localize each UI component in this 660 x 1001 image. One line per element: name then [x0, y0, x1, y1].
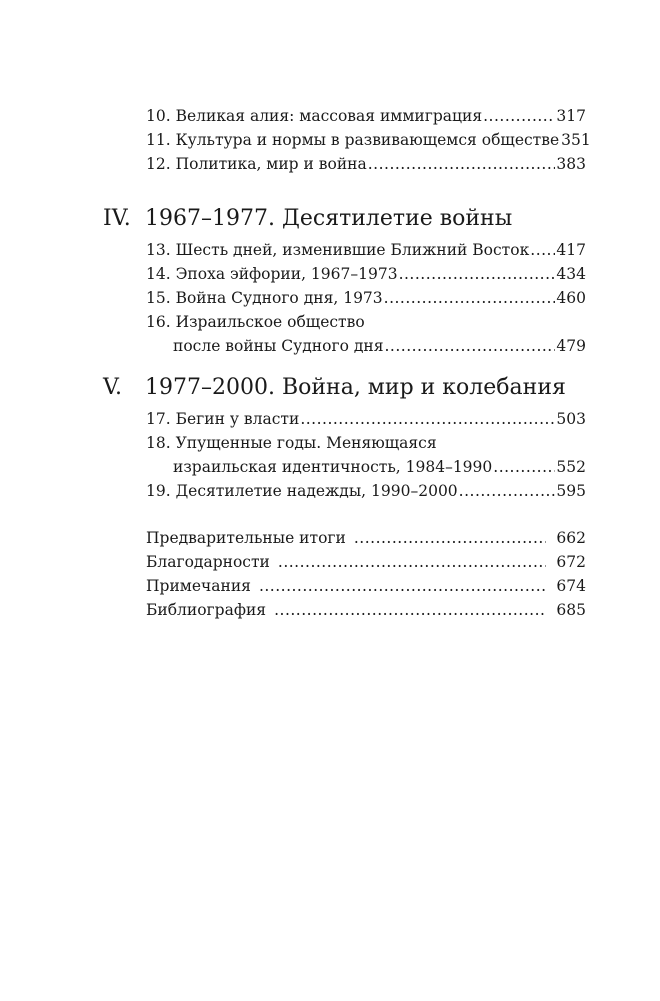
entry-title: 13. Шесть дней, изменившие Ближний Восток	[146, 241, 530, 259]
dot-leader	[368, 152, 556, 176]
entry-page-number: 662	[556, 529, 586, 547]
toc-entry-ch17[interactable]	[146, 407, 586, 431]
toc-entry-ch19[interactable]	[146, 479, 586, 503]
toc-entry-ch13[interactable]	[146, 238, 586, 262]
dot-leader	[493, 455, 555, 479]
entry-page-number: 417	[556, 241, 586, 259]
toc-entry-ch16[interactable]	[146, 310, 586, 358]
dot-leader	[530, 238, 555, 262]
entry-page-number: 317	[556, 107, 586, 125]
dot-leader	[300, 407, 555, 431]
entry-title: 10. Великая алия: массовая иммиграция	[146, 107, 483, 125]
toc-entry-ch12[interactable]	[146, 152, 586, 176]
entry-page-number: 479	[556, 337, 586, 355]
dot-leader	[278, 550, 547, 574]
entry-page-number: 552	[556, 458, 586, 476]
toc-entry-bibliography[interactable]	[146, 598, 586, 622]
part5-heading[interactable]	[103, 373, 566, 403]
part4-chapter-list	[146, 238, 586, 358]
dot-leader	[399, 262, 556, 286]
toc-entry-acknowledgements[interactable]	[146, 550, 586, 574]
dot-leader	[274, 598, 546, 622]
entry-title-line2: израильская идентичность, 1984–1990	[173, 458, 493, 476]
entry-title: Библиография	[146, 601, 267, 619]
part5-chapter-list	[146, 407, 586, 503]
toc-entry-conclusions[interactable]	[146, 526, 586, 550]
dot-leader	[259, 574, 546, 598]
entry-title: 15. Война Судного дня, 1973	[146, 289, 383, 307]
toc-entry-ch14[interactable]	[146, 262, 586, 286]
entry-page-number: 383	[556, 155, 586, 173]
toc-entry-ch10[interactable]	[146, 104, 586, 128]
part4-heading[interactable]	[103, 204, 512, 234]
entry-title: 12. Политика, мир и война	[146, 155, 367, 173]
entry-title: Предварительные итоги	[146, 529, 346, 547]
entry-page-number: 503	[556, 410, 586, 428]
entry-title: 17. Бегин у власти	[146, 410, 300, 428]
part3-chapter-list	[146, 104, 591, 176]
entry-title: Благодарности	[146, 553, 270, 571]
toc-entry-ch18[interactable]	[146, 431, 586, 479]
entry-page-number: 351	[561, 131, 591, 149]
entry-page-number: 434	[556, 265, 586, 283]
entry-page-number: 685	[556, 601, 586, 619]
dot-leader	[354, 526, 547, 550]
toc-entry-ch15[interactable]	[146, 286, 586, 310]
entry-page-number: 460	[556, 289, 586, 307]
part-numeral: IV.	[103, 206, 131, 231]
back-matter-list	[146, 526, 586, 622]
entry-page-number: 672	[556, 553, 586, 571]
dot-leader	[385, 334, 556, 358]
entry-title: 14. Эпоха эйфории, 1967–1973	[146, 265, 398, 283]
toc-entry-notes[interactable]	[146, 574, 586, 598]
entry-title-line1: 18. Упущенные годы. Меняющаяся	[146, 434, 437, 452]
entry-title-line1: 16. Израильское общество	[146, 313, 365, 331]
entry-title-line2: после войны Судного дня	[173, 337, 384, 355]
part-numeral: V.	[103, 375, 123, 400]
entry-page-number: 595	[556, 482, 586, 500]
entry-page-number: 674	[556, 577, 586, 595]
entry-title: Примечания	[146, 577, 251, 595]
part-title: 1967–1977. Десятилетие войны	[145, 206, 513, 231]
dot-leader	[384, 286, 556, 310]
dot-leader	[483, 104, 555, 128]
entry-title: 11. Культура и нормы в развивающемся обществе	[146, 131, 560, 149]
part-title: 1977–2000. Война, мир и колебания	[145, 375, 566, 400]
entry-title: 19. Десятилетие надежды, 1990–2000	[146, 482, 458, 500]
dot-leader	[459, 479, 556, 503]
toc-entry-ch11[interactable]	[146, 128, 591, 152]
